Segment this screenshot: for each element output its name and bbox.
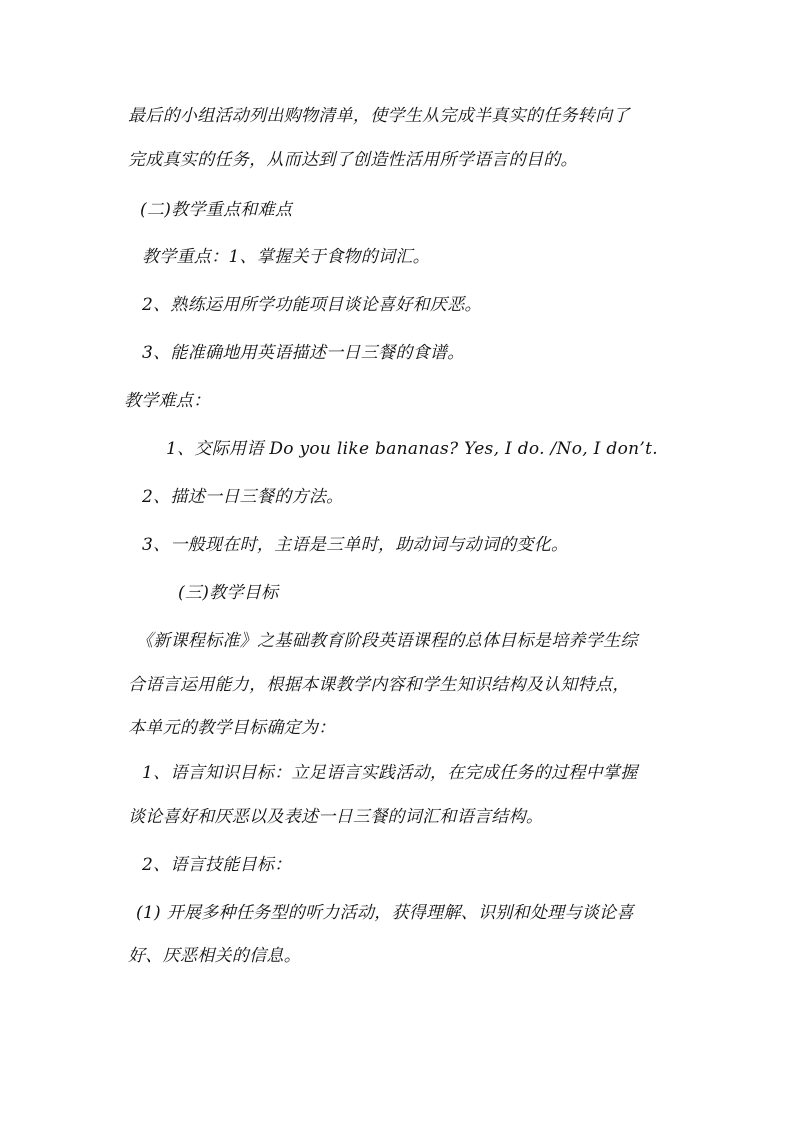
- list-item: 1、语言知识目标：立足语言实践活动，在完成任务的过程中掌握: [142, 763, 638, 783]
- section-heading: (三)教学目标: [178, 583, 279, 603]
- paragraph-line: 合语言运用能力，根据本课教学内容和学生知识结构及认知特点，: [128, 675, 630, 695]
- list-item: 2、描述一日三餐的方法。: [142, 487, 344, 507]
- list-item: 3、能准确地用英语描述一日三餐的食谱。: [142, 343, 465, 363]
- section-heading: (二)教学重点和难点: [140, 200, 293, 220]
- list-item: 2、语言技能目标：: [142, 855, 292, 875]
- paragraph-line: 好、厌恶相关的信息。: [128, 946, 301, 966]
- paragraph-line: 教学难点：: [124, 391, 211, 411]
- list-item: 3、一般现在时，主语是三单时，助动词与动词的变化。: [142, 535, 569, 555]
- paragraph-line: 最后的小组活动列出购物清单，使学生从完成半真实的任务转向了: [128, 106, 630, 126]
- paragraph-line: 谈论喜好和厌恶以及表述一日三餐的词汇和语言结构。: [128, 807, 544, 827]
- paragraph-line: 《新课程标准》之基础教育阶段英语课程的总体目标是培养学生综: [136, 631, 638, 651]
- list-item: 2、熟练运用所学功能项目谈论喜好和厌恶。: [142, 295, 482, 315]
- paragraph-line: 教学重点：1、掌握关于食物的词汇。: [142, 247, 430, 267]
- list-item: (1) 开展多种任务型的听力活动，获得理解、识别和处理与谈论喜: [136, 903, 634, 923]
- paragraph-line: 本单元的教学目标确定为：: [128, 718, 336, 738]
- paragraph-line: 完成真实的任务，从而达到了创造性活用所学语言的目的。: [128, 150, 578, 170]
- list-item: 1、交际用语 Do you like bananas? Yes, I do. /No, I don’t.: [166, 439, 658, 459]
